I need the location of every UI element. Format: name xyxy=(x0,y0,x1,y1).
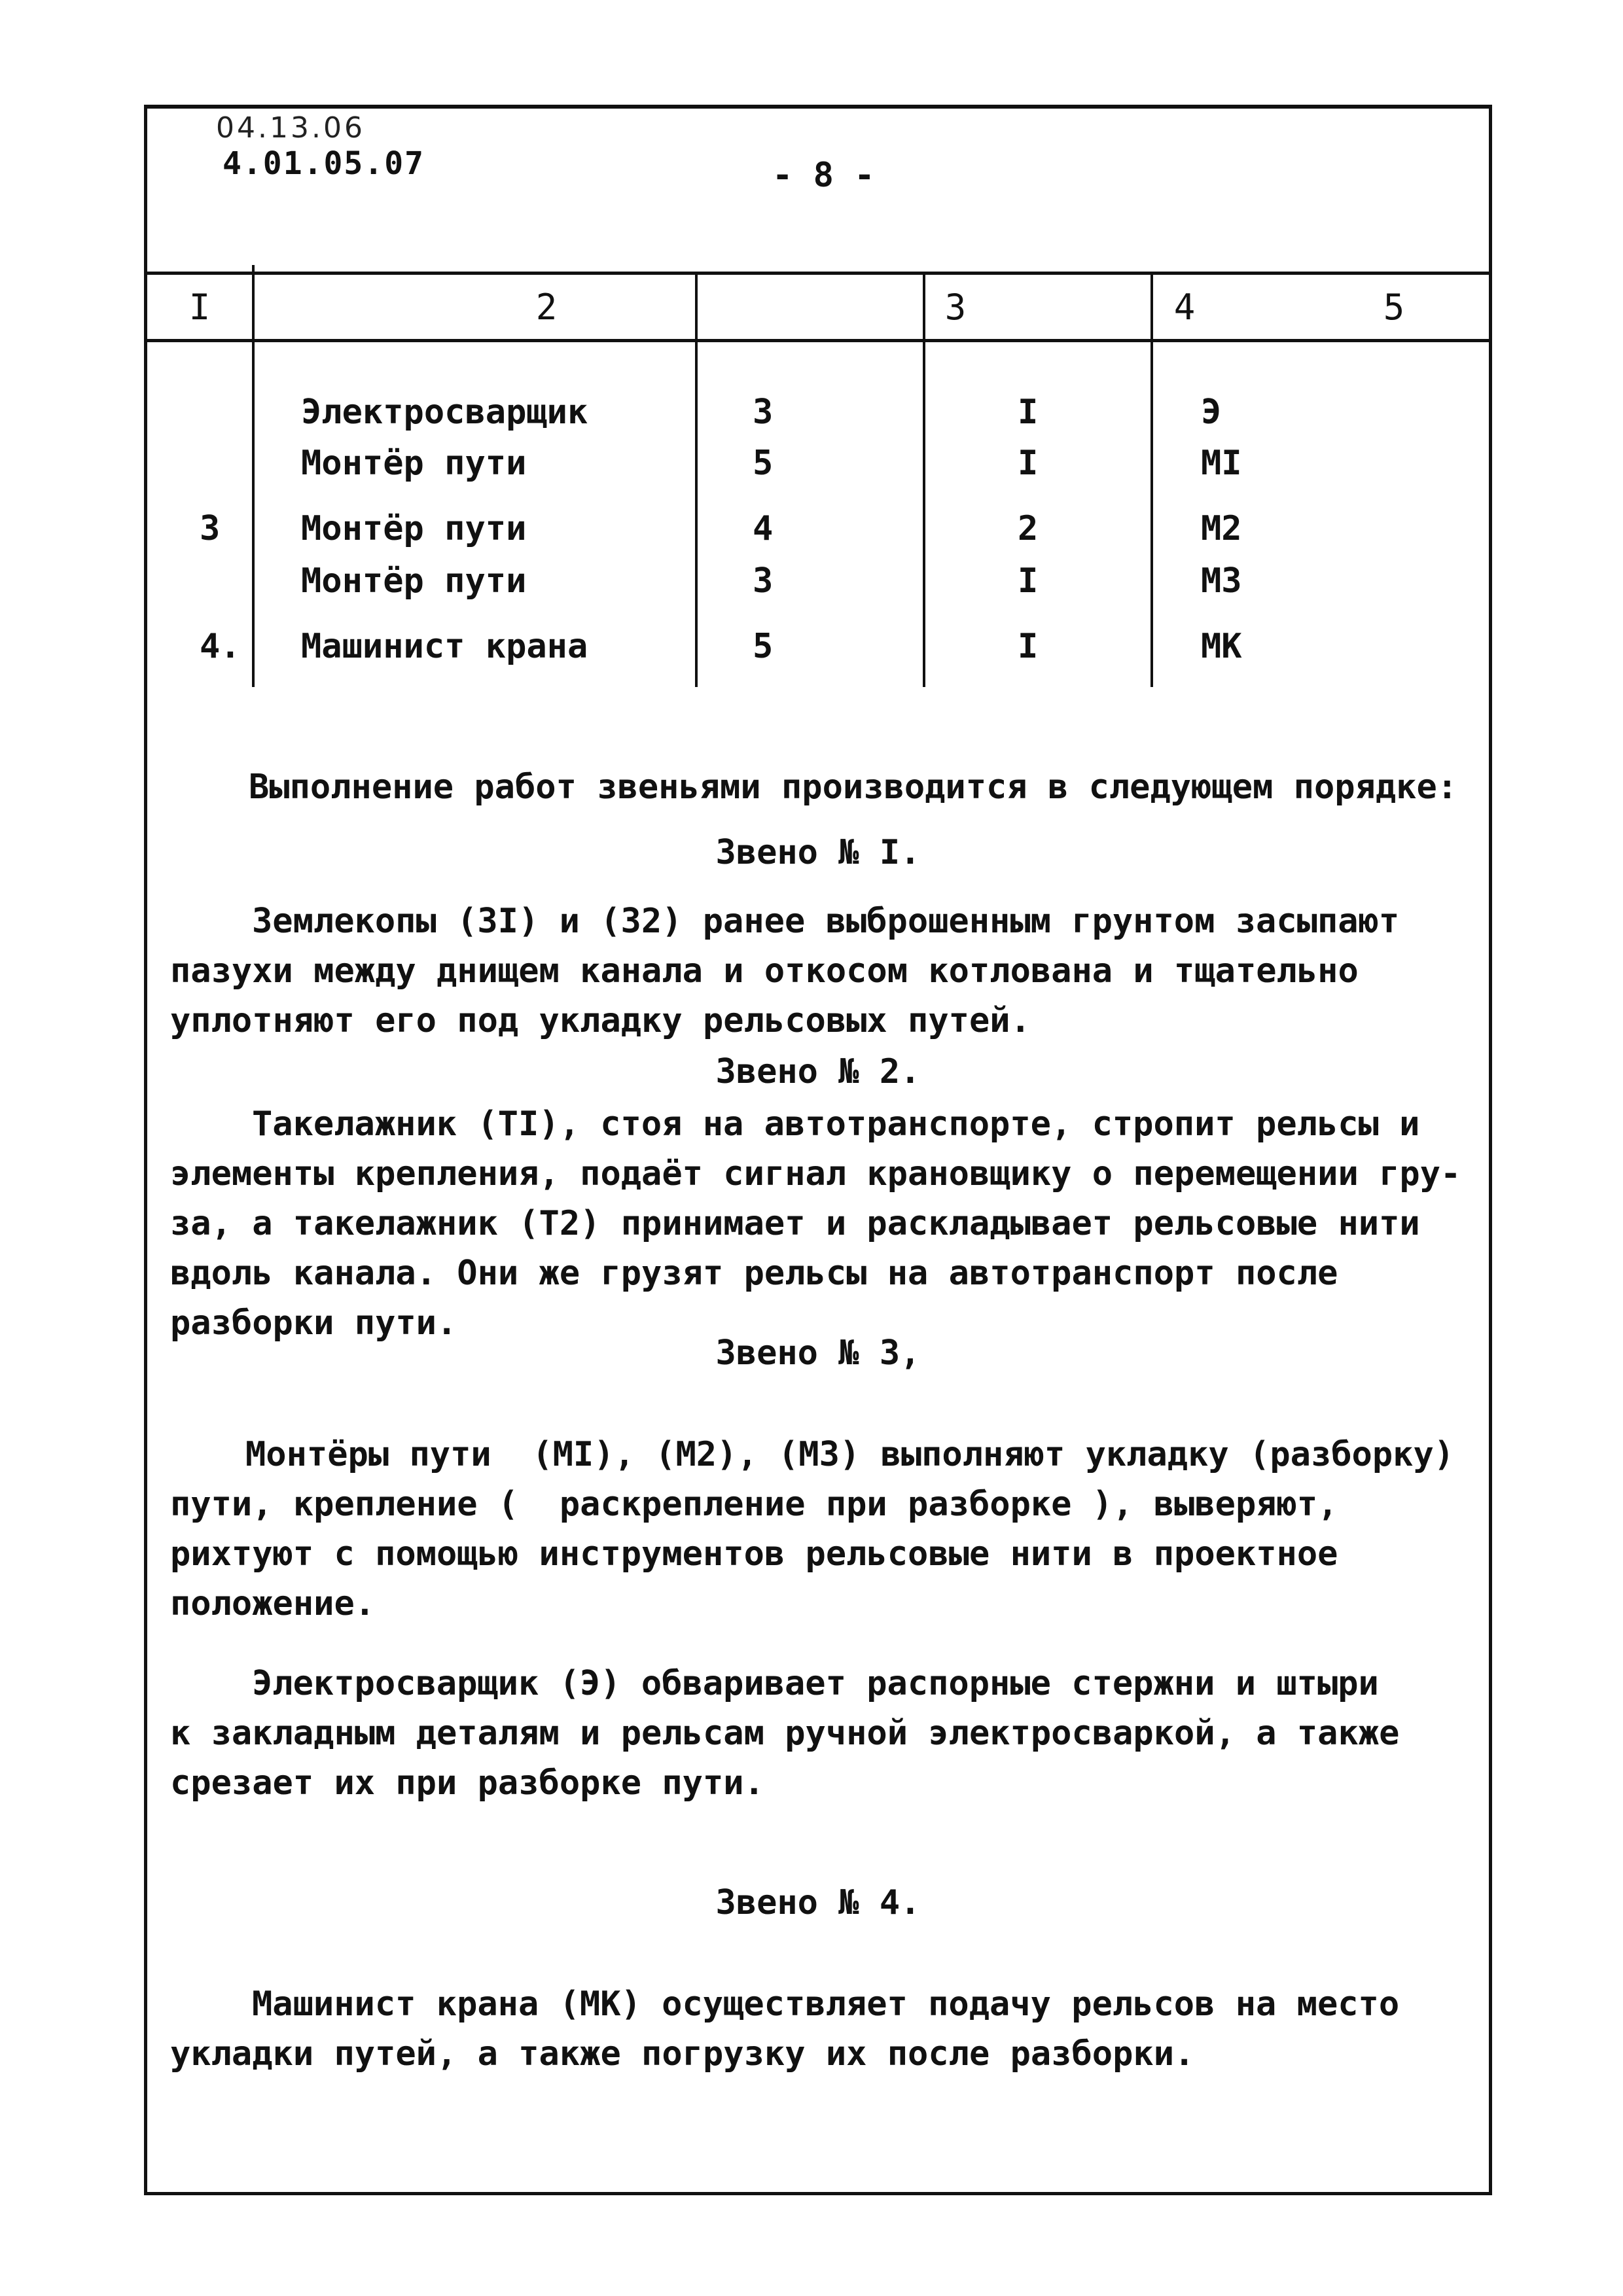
paragraph-line: Машинист крана (МК) осуществляет подачу рельсов на место xyxy=(252,1985,1400,2024)
paragraph-line: укладки путей, а также погрузку их после разборки. xyxy=(170,2034,1195,2074)
cell-profession: Монтёр пути xyxy=(301,444,527,483)
link-4-paragraph xyxy=(170,1979,1466,2079)
paragraph-line: Монтёры пути (МI), (М2), (М3) выполняют укладку (разборку) xyxy=(245,1435,1455,1474)
paragraph-line: Электросварщик (Э) обваривает распорные стержни и штыри xyxy=(252,1664,1379,1703)
link-1-paragraph xyxy=(170,896,1466,1046)
link-4-title: Звено № 4. xyxy=(715,1883,921,1922)
cell-profession: Монтёр пути xyxy=(301,509,527,548)
col-header-1: I xyxy=(188,286,211,328)
cell-count: I xyxy=(1018,561,1039,601)
cell-grade: 5 xyxy=(753,627,774,666)
cell-designation: Э xyxy=(1201,393,1222,432)
cell-designation: МК xyxy=(1201,627,1242,666)
col-header-3: 3 xyxy=(944,286,967,328)
paragraph-line: Землекопы (ЗI) и (З2) ранее выброшенным грунтом засыпают xyxy=(252,902,1400,941)
document-code: 4.01.05.07 xyxy=(223,145,425,182)
table-row xyxy=(147,561,1489,614)
link-3-title: Звено № 3, xyxy=(715,1333,921,1373)
cell-designation: МI xyxy=(1201,444,1242,483)
col-header-5: 5 xyxy=(1383,286,1405,328)
col-header-2: 2 xyxy=(535,286,558,328)
link-2-title: Звено № 2. xyxy=(715,1052,921,1091)
link-1-title: Звено № I. xyxy=(715,833,921,872)
cell-designation: М2 xyxy=(1201,509,1242,548)
cell-profession: Монтёр пути xyxy=(301,561,527,601)
cell-count: 2 xyxy=(1018,509,1039,548)
paragraph-line: пазухи между днищем канала и откосом котлована и тщательно xyxy=(170,951,1359,991)
cell-profession: Машинист крана xyxy=(301,627,588,666)
paragraph-line: вдоль канала. Они же грузят рельсы на автотранспорт после xyxy=(170,1254,1338,1293)
paragraph-line: положение. xyxy=(170,1584,376,1623)
link-3-paragraph xyxy=(170,1430,1466,1629)
cell-grade: 4 xyxy=(753,509,774,548)
paragraph-line: разборки пути. xyxy=(170,1303,457,1343)
table-row xyxy=(147,509,1489,561)
cell-count: I xyxy=(1018,393,1039,432)
paragraph-line: уплотняют его под укладку рельсовых путей. xyxy=(170,1001,1031,1040)
table-row xyxy=(147,627,1489,679)
cell-profession: Электросварщик xyxy=(301,393,588,432)
paragraph-line: Такелажник (ТI), стоя на автотранспорте, стропит рельсы и xyxy=(252,1104,1420,1144)
paragraph-line: пути, крепление ( раскрепление при разборке ), выверяют, xyxy=(170,1485,1338,1524)
cell-count: I xyxy=(1018,627,1039,666)
paragraph-line: за, а такелажник (Т2) принимает и раскладывает рельсовые нити xyxy=(170,1204,1420,1243)
paragraph-line: элементы крепления, подаёт сигнал крановщику о перемещении гру- xyxy=(170,1154,1461,1193)
cell-number: 3 xyxy=(200,509,221,548)
cell-grade: 3 xyxy=(753,561,774,601)
paragraph-line: рихтуют с помощью инструментов рельсовые нити в проектное xyxy=(170,1534,1338,1574)
intro-text: Выполнение работ звеньями производится в следующем порядке: xyxy=(249,768,1458,807)
paragraph-line: к закладным деталям и рельсам ручной электросваркой, а также xyxy=(170,1714,1400,1753)
handwritten-document-code: 04.13.06 xyxy=(216,111,365,145)
cell-designation: М3 xyxy=(1201,561,1242,601)
table-header xyxy=(147,272,1489,342)
table-row xyxy=(147,393,1489,445)
welder-paragraph xyxy=(170,1659,1466,1808)
cell-grade: 5 xyxy=(753,444,774,483)
cell-count: I xyxy=(1018,444,1039,483)
paragraph-line: срезает их при разборке пути. xyxy=(170,1763,764,1803)
intro-paragraph xyxy=(249,762,1492,812)
link-2-paragraph xyxy=(170,1099,1466,1348)
table-row xyxy=(147,444,1489,496)
page-number: - 8 - xyxy=(772,156,875,195)
cell-grade: 3 xyxy=(753,393,774,432)
col-header-4: 4 xyxy=(1173,286,1196,328)
cell-number: 4. xyxy=(200,627,241,666)
